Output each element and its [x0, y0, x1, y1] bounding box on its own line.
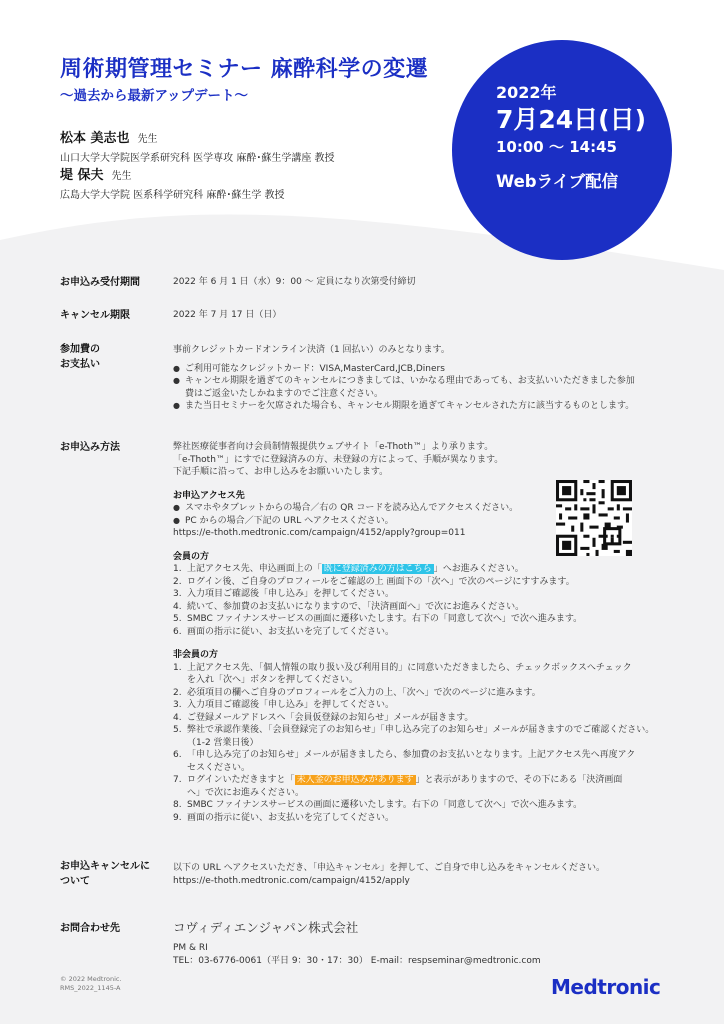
list-item: 6. 「申し込み完了のお知らせ」メールが届きましたら、参加費のお支払いとなります。上記アクセス先へ再度アク: [173, 750, 636, 760]
event-date-circle: [452, 40, 672, 260]
medtronic-logo: Medtronic: [551, 975, 661, 999]
fee-label-line: お支払い: [60, 359, 100, 370]
cancellation-deadline-label: キャンセル期限: [60, 310, 130, 321]
event-year: 2022年: [496, 83, 557, 102]
copyright-text: © 2022 Medtronic.: [60, 975, 122, 983]
list-item: ● キャンセル期限を過ぎてのキャンセルにつきましては、いかなる理由であっても、お支払いいただきました参加: [173, 375, 635, 388]
list-item-continued: へ」で次にお進みください。: [187, 787, 305, 798]
list-item: 6. 画面の指示に従い、お支払いを完了してください。: [173, 626, 395, 637]
speaker-1: [60, 127, 335, 164]
apply-intro: 弊社医療従事者向け会員制情報提供ウェブサイト「e-Thoth™」より承ります。: [173, 442, 494, 452]
cancel-application-label: [60, 859, 150, 889]
contact-section: [173, 919, 541, 967]
list-item: 3. 入力項目ご確認後「申し込み」を押してください。: [173, 589, 395, 599]
fee-label: [60, 342, 100, 372]
list-item: ● PC からの場合／下記の URL へアクセスください。: [173, 515, 654, 528]
list-item: 3. 入力項目ご確認後「申し込み」を押してください。: [173, 700, 395, 710]
speaker-honorific: 先生: [111, 171, 132, 182]
list-item: 5. SMBC ファイナンスサービスの画面に遷移いたします。右下の「同意して次へ」で次へ進みます。: [173, 614, 583, 624]
event-date: 7月24日(日): [496, 105, 647, 134]
list-item: 9. 画面の指示に従い、お支払いを完了してください。: [173, 812, 395, 823]
event-format: Webライブ配信: [496, 172, 619, 191]
company-name: コヴィディエンジャパン株式会社: [173, 920, 359, 935]
document-code: RMS_2022_1145-A: [60, 984, 121, 992]
fee-intro: 事前クレジットカードオンライン決済（1 回払い）のみとなります。: [173, 345, 450, 355]
list-item: 5. 弊社で承認作業後、「会員登録完了のお知らせ」「申し込み完了のお知らせ」メールが届きますのでご確認ください。: [173, 725, 655, 735]
list-item: 8. SMBC ファイナンスサービスの画面に遷移いたします。右下の「同意して次へ」で次へ進みます。: [173, 800, 583, 810]
contact-dept: PM & RI: [173, 943, 208, 953]
speaker-2: [60, 164, 285, 201]
access-heading: お申込アクセス先: [173, 490, 245, 501]
list-item: ● ご利用可能なクレジットカード：VISA,MasterCard,JCB,Diners: [173, 363, 635, 376]
event-time: 10:00 〜 14:45: [496, 138, 617, 156]
apply-intro: 「e-Thoth™」にすでに登録済みの方、未登録の方によって、手順が異なります。: [173, 454, 504, 465]
list-item: 1. 上記アクセス先、申込画面上の「 既に登録済みの方はこちら 」へお進みください。: [173, 564, 524, 574]
contact-tel-email: TEL：03-6776-0061（平日 9：30・17：30） E-mail：respseminar@medtronic.com: [173, 955, 541, 966]
speaker-honorific: 先生: [137, 134, 158, 145]
list-item-continued: を入れ「次へ」ボタンを押してください。: [187, 675, 359, 685]
cancel-label-line: ついて: [60, 876, 90, 887]
list-item: 2. ログイン後、ご自身のプロフィールをご確認の上 画面下の「次へ」で次のページにすすみます。: [173, 576, 575, 587]
footer-copyright: [60, 975, 122, 993]
highlight-registered-label: 既に登録済みの方はこちら: [323, 564, 432, 574]
nonmember-heading: 非会員の方: [173, 650, 219, 660]
cancel-application-section: [173, 862, 605, 887]
list-item: 4. 続いて、参加費のお支払いになりますので、「決済画面へ」で次にお進みください。: [173, 601, 525, 612]
page-title: 周術期管理セミナー 麻酔科学の変遷: [60, 57, 429, 82]
application-period-value: 2022 年 6 月 1 日（水）9：00 〜 定員になり次第受付締切: [173, 277, 416, 287]
list-item: 4. ご登録メールアドレスへ「会員仮登録のお知らせ」メールが届きます。: [173, 712, 474, 723]
apply-intro: 下記手順に沿って、お申し込みをお願いいたします。: [173, 467, 389, 477]
highlight-unpaid-label: 未入金のお申込みがあります: [296, 775, 414, 785]
member-heading: 会員の方: [173, 551, 210, 562]
how-to-apply-label: お申込み方法: [60, 442, 120, 453]
list-item-continued: セスください。: [187, 762, 251, 773]
list-item-continued: （1-2 営業日後）: [187, 737, 259, 748]
list-item: 7. ログインいただきますと「 未入金のお申込みがあります 」と表示がありますので、その下にある「決済画面: [173, 775, 623, 785]
application-period-label: お申込み受付期間: [60, 277, 140, 288]
list-item: 1. 上記アクセス先、「個人情報の取り扱い及び利用目的」に同意いただきましたら、チェックボックスへチェック: [173, 662, 632, 673]
cancellation-deadline-value: 2022 年 7 月 17 日（日）: [173, 310, 282, 320]
speaker-affiliation: 広島大学大学院 医系科学研究科 麻酔･蘇生学 教授: [60, 190, 285, 201]
access-url-link[interactable]: https://e-thoth.medtronic.com/campaign/4152/apply?group=011: [173, 528, 466, 538]
qr-code-image[interactable]: [556, 480, 632, 556]
cancel-url-link[interactable]: https://e-thoth.medtronic.com/campaign/4152/apply: [173, 875, 410, 886]
list-item: 2. 必須項目の欄へご自身のプロフィールをご入力の上、「次へ」で次のページに進みます。: [173, 687, 541, 698]
fee-label-line: 参加費の: [60, 344, 100, 355]
speaker-name: 松本 美志也: [60, 131, 130, 146]
contact-label: お問合わせ先: [60, 923, 120, 934]
speaker-name: 堤 保夫: [60, 168, 104, 183]
page-subtitle: 〜過去から最新アップデート〜: [60, 88, 249, 104]
cancel-instructions: 以下の URL へアクセスいただき、「申込キャンセル」を押して、ご自身で申し込みをキャンセルください。: [173, 863, 605, 873]
fee-section: [173, 344, 635, 413]
cancel-label-line: お申込キャンセルに: [60, 861, 150, 872]
list-item: ● スマホやタブレットからの場合／右の QR コードを読み込んでアクセスください。: [173, 502, 654, 515]
list-item: ● また当日セミナーを欠席された場合も、キャンセル期限を過ぎてキャンセルされた方に該当するものとします。: [173, 400, 635, 413]
list-item-continued: 費はご返金いたしかねますのでご注意ください。: [185, 388, 384, 399]
speaker-affiliation: 山口大学大学院医学系研究科 医学専攻 麻酔･蘇生学講座 教授: [60, 153, 335, 164]
